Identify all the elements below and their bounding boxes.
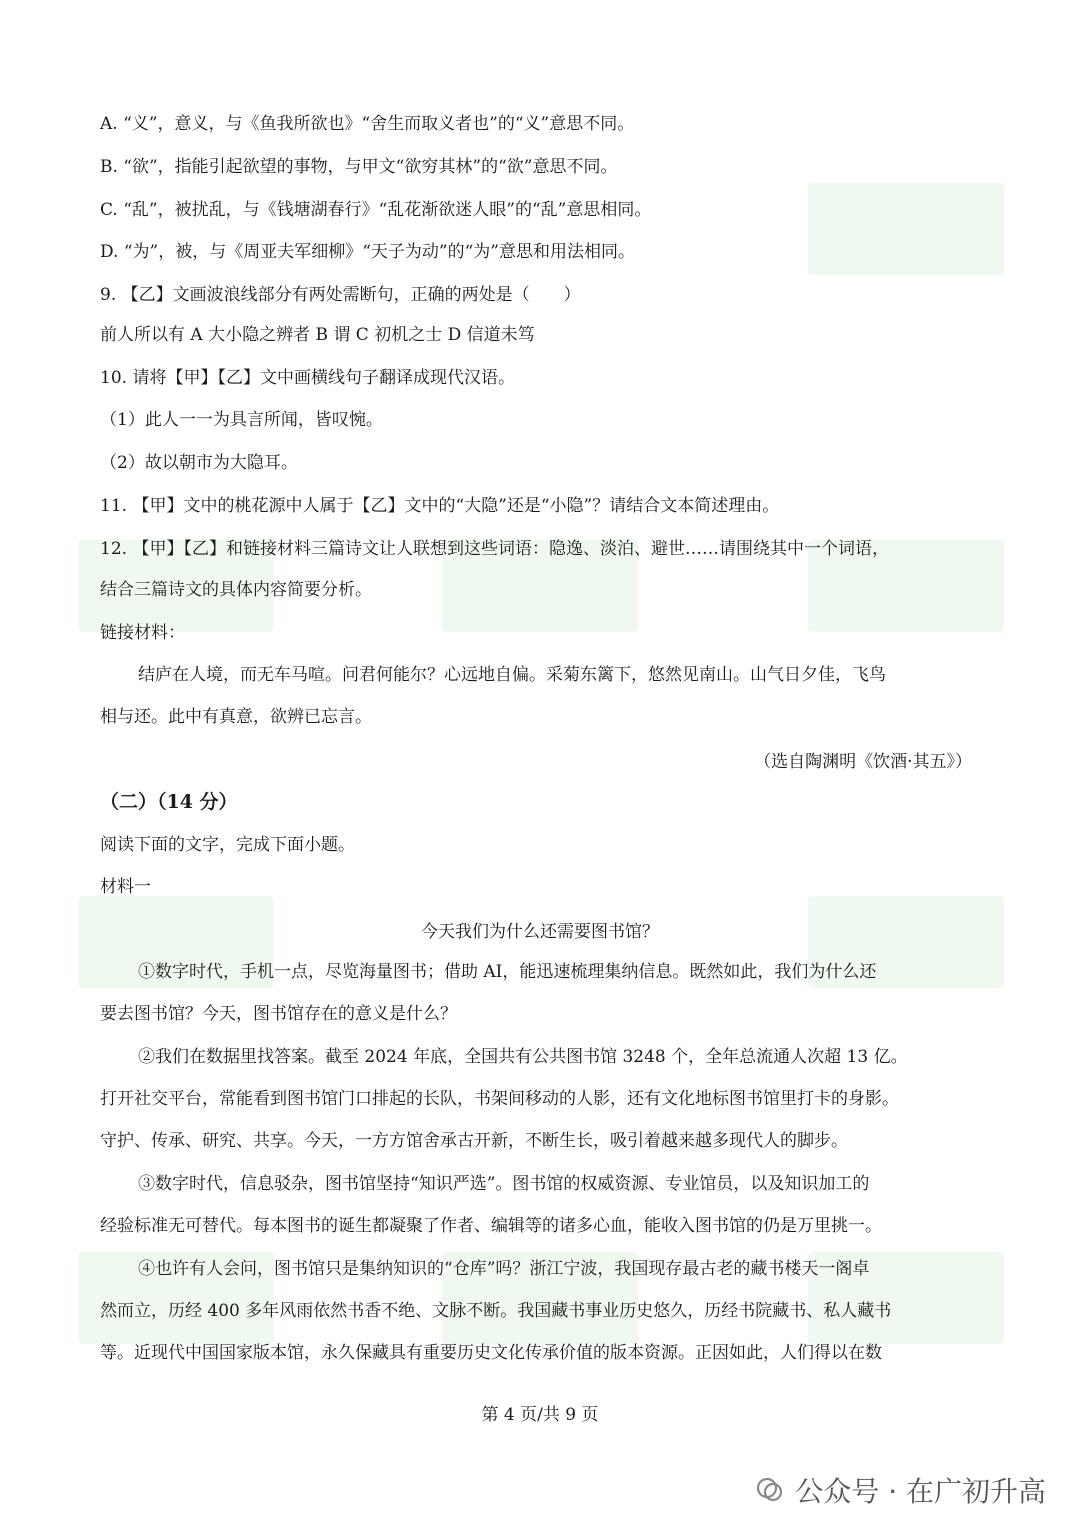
paragraph-line: ④也许有人会问，图书馆只是集纳知识的“仓库”吗？浙江宁波，我国现存最古老的藏书楼天一阁卓 — [138, 1259, 870, 1279]
question-10: 10. 请将【甲】【乙】文中画横线句子翻译成现代汉语。 — [100, 368, 515, 388]
brand-signature — [755, 1470, 1046, 1510]
paragraph-line: ③数字时代，信息驳杂，图书馆坚持“知识严选”。图书馆的权威资源、专业馆员，以及知识加工的 — [138, 1174, 870, 1194]
question-12-line-2: 结合三篇诗文的具体内容简要分析。 — [100, 580, 372, 600]
paragraph-line: ①数字时代，手机一点，尽览海量图书；借助 AI，能迅速梳理集纳信息。既然如此，我们为什么还 — [138, 962, 877, 982]
article-title: 今天我们为什么还需要图书馆？ — [421, 922, 659, 942]
wechat-official-account-icon — [755, 1475, 785, 1505]
link-material-label: 链接材料： — [100, 623, 185, 643]
question-9: 9. 【乙】文画波浪线部分有两处需断句，正确的两处是（ ） — [100, 285, 581, 305]
question-12-line-1: 12. 【甲】【乙】和链接材料三篇诗文让人联想到这些词语：隐逸、淡泊、避世……请围绕其中一个词语， — [100, 539, 889, 559]
question-11: 11. 【甲】文中的桃花源中人属于【乙】文中的“大隐”还是“小隐”？请结合文本简述理由。 — [100, 496, 780, 516]
option-a: A. “义”，意义，与《鱼我所欲也》“舍生而取义者也”的“义”意思不同。 — [100, 114, 635, 134]
paragraph-line: ②我们在数据里找答案。截至 2024 年底，全国共有公共图书馆 3248 个，全年总流通人次超 13 亿。 — [138, 1047, 908, 1067]
poem-source: （选自陶渊明《饮酒·其五》） — [754, 752, 972, 772]
watermark — [808, 183, 1004, 275]
option-c: C. “乱”，被扰乱，与《钱塘湖春行》“乱花渐欲迷人眼”的“乱”意思相同。 — [100, 200, 652, 220]
section-instruction: 阅读下面的文字，完成下面小题。 — [100, 835, 355, 855]
option-b: B. “欲”，指能引起欲望的事物，与甲文“欲穷其林”的“欲”意思不同。 — [100, 157, 618, 177]
option-d: D. “为”，被，与《周亚夫军细柳》“天子为动”的“为”意思和用法相同。 — [100, 242, 635, 262]
paragraph-line: 然而立，历经 400 多年风雨依然书香不绝、文脉不断。我国藏书事业历史悠久，历经书院藏书、私人藏书 — [100, 1301, 892, 1321]
poem-line-2: 相与还。此中有真意，欲辨已忘言。 — [100, 707, 372, 727]
paragraph-line: 等。近现代中国国家版本馆，永久保藏具有重要历史文化传承价值的版本资源。正因如此，人们得以在数 — [100, 1343, 882, 1363]
question-10-item-1: （1）此人一一为具言所闻，皆叹惋。 — [100, 410, 383, 430]
paragraph-line: 守护、传承、研究、共享。今天，一方方馆舍承古开新，不断生长，吸引着越来越多现代人的脚步。 — [100, 1131, 848, 1151]
section-title: （二）（14 分） — [100, 791, 238, 813]
brand-text: 公众号 · 在广初升高 — [795, 1475, 1046, 1508]
question-9-sentence: 前人所以有 A 大小隐之辨者 B 谓 C 初机之士 D 信道未笃 — [100, 325, 535, 345]
material-label: 材料一 — [100, 877, 151, 897]
poem-line-1: 结庐在人境，而无车马喧。问君何能尔？心远地自偏。采菊东篱下，悠然见南山。山气日夕佳，飞鸟 — [138, 665, 886, 685]
page-number: 第 4 页/共 9 页 — [481, 1405, 599, 1425]
question-10-item-2: （2）故以朝市为大隐耳。 — [100, 453, 298, 473]
paragraph-line: 要去图书馆？今天，图书馆存在的意义是什么？ — [100, 1004, 457, 1024]
paragraph-line: 打开社交平台，常能看到图书馆门口排起的长队，书架间移动的人影，还有文化地标图书馆里打卡的身影。 — [100, 1089, 899, 1109]
paragraph-line: 经验标准无可替代。每本图书的诞生都凝聚了作者、编辑等的诸多心血，能收入图书馆的仍是万里挑一。 — [100, 1216, 882, 1236]
